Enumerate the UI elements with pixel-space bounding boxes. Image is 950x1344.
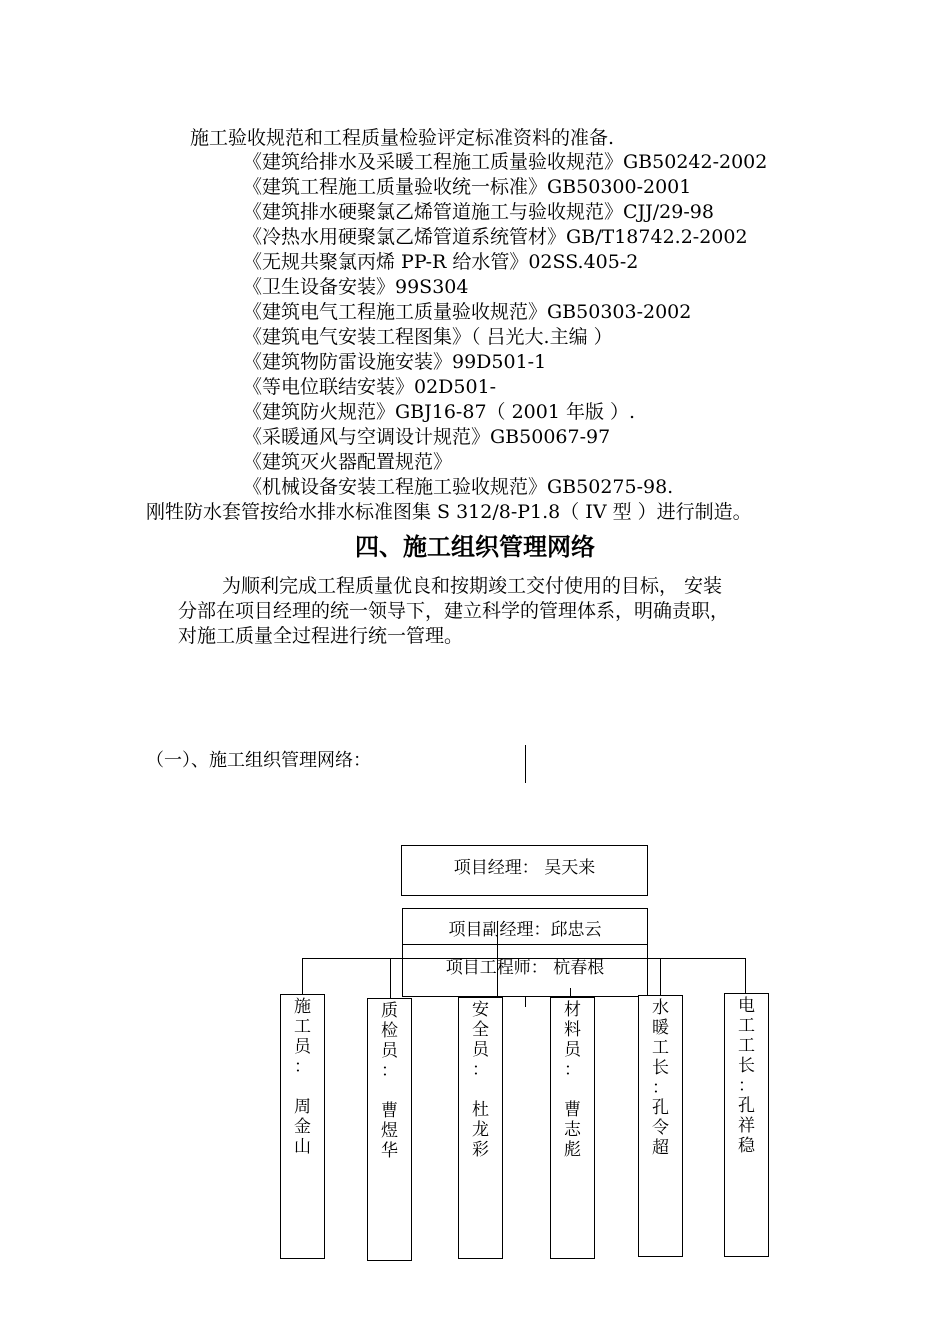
deputy-box bbox=[402, 908, 648, 997]
engineer-label: 项目工程师： 杭春根 bbox=[445, 958, 605, 978]
standard-item: 《建筑物防雷设施安装》99D501-1 bbox=[243, 351, 547, 373]
branch-line bbox=[302, 958, 746, 959]
standard-item: 《采暖通风与空调设计规范》GB50067-97 bbox=[243, 426, 611, 448]
staff-label: 材 料 员 ： 曹 志 彪 bbox=[564, 1000, 581, 1160]
divider-mark bbox=[525, 745, 526, 783]
staff-box bbox=[458, 997, 503, 1259]
staff-label: 水 暖 工 长 ： 孔 令 超 bbox=[652, 998, 669, 1158]
paragraph-line: 为顺利完成工程质量优良和按期竣工交付使用的目标， 安装 bbox=[222, 575, 723, 597]
section-title: 四、施工组织管理网络 bbox=[355, 533, 595, 561]
connector bbox=[390, 958, 391, 998]
standard-item: 《建筑工程施工质量验收统一标准》GB50300-2001 bbox=[243, 176, 692, 198]
manager-box bbox=[401, 845, 648, 896]
waterproof-note: 刚牲防水套管按给水排水标准图集 S 312/8-P1.8（ IV 型 ）进行制造。 bbox=[146, 501, 752, 523]
standard-item: 《建筑防火规范》GBJ16-87（ 2001 年版 ）. bbox=[243, 401, 636, 423]
manager-label: 项目经理： 吴天来 bbox=[453, 858, 596, 878]
connector bbox=[745, 958, 746, 994]
subsection-title: （一）、施工组织管理网络： bbox=[146, 750, 371, 771]
standard-item: 《无规共聚氯丙烯 PP-R 给水管》02SS.405-2 bbox=[243, 251, 639, 273]
staff-box bbox=[280, 994, 325, 1259]
paragraph-line: 对施工质量全过程进行统一管理。 bbox=[178, 625, 464, 647]
standard-item: 《建筑给排水及采暖工程施工质量验收规范》GB50242-2002 bbox=[243, 151, 768, 173]
staff-label: 电 工 工 长 ： 孔 祥 稳 bbox=[738, 996, 755, 1156]
standard-item: 《建筑灭火器配置规范》 bbox=[243, 451, 453, 473]
deputy-label: 项目副经理：邱忠云 bbox=[448, 920, 602, 940]
staff-label: 安 全 员 ： 杜 龙 彩 bbox=[472, 1000, 489, 1160]
standard-item: 《等电位联结安装》02D501- bbox=[243, 376, 497, 398]
standard-item: 《冷热水用硬聚氯乙烯管道系统管材》GB/T18742.2-2002 bbox=[243, 226, 748, 248]
staff-box bbox=[367, 998, 412, 1261]
staff-label: 施 工 员 ： 周 金 山 bbox=[294, 997, 311, 1157]
standard-item: 《机械设备安装工程施工验收规范》GB50275-98. bbox=[243, 476, 674, 498]
paragraph-line: 分部在项目经理的统一领导下，建立科学的管理体系，明确责职， bbox=[178, 600, 730, 622]
connector bbox=[302, 958, 303, 994]
staff-box bbox=[550, 997, 595, 1259]
staff-label: 质 检 员 ： 曹 煜 华 bbox=[381, 1001, 398, 1161]
connector bbox=[525, 997, 526, 1007]
connector bbox=[660, 958, 661, 996]
connector bbox=[497, 924, 498, 998]
staff-box bbox=[638, 995, 683, 1257]
standard-item: 《建筑排水硬聚氯乙烯管道施工与验收规范》CJJ/29-98 bbox=[243, 201, 714, 223]
standard-item: 《建筑电气工程施工质量验收规范》GB50303-2002 bbox=[243, 301, 692, 323]
standard-item: 《建筑电气安装工程图集》（ 吕光大.主编 ） bbox=[243, 326, 613, 348]
staff-box bbox=[724, 993, 769, 1257]
deputy-divider bbox=[402, 944, 648, 945]
intro-line: 施工验收规范和工程质量检验评定标准资料的准备. bbox=[190, 127, 615, 149]
standard-item: 《卫生设备安装》99S304 bbox=[243, 276, 469, 298]
